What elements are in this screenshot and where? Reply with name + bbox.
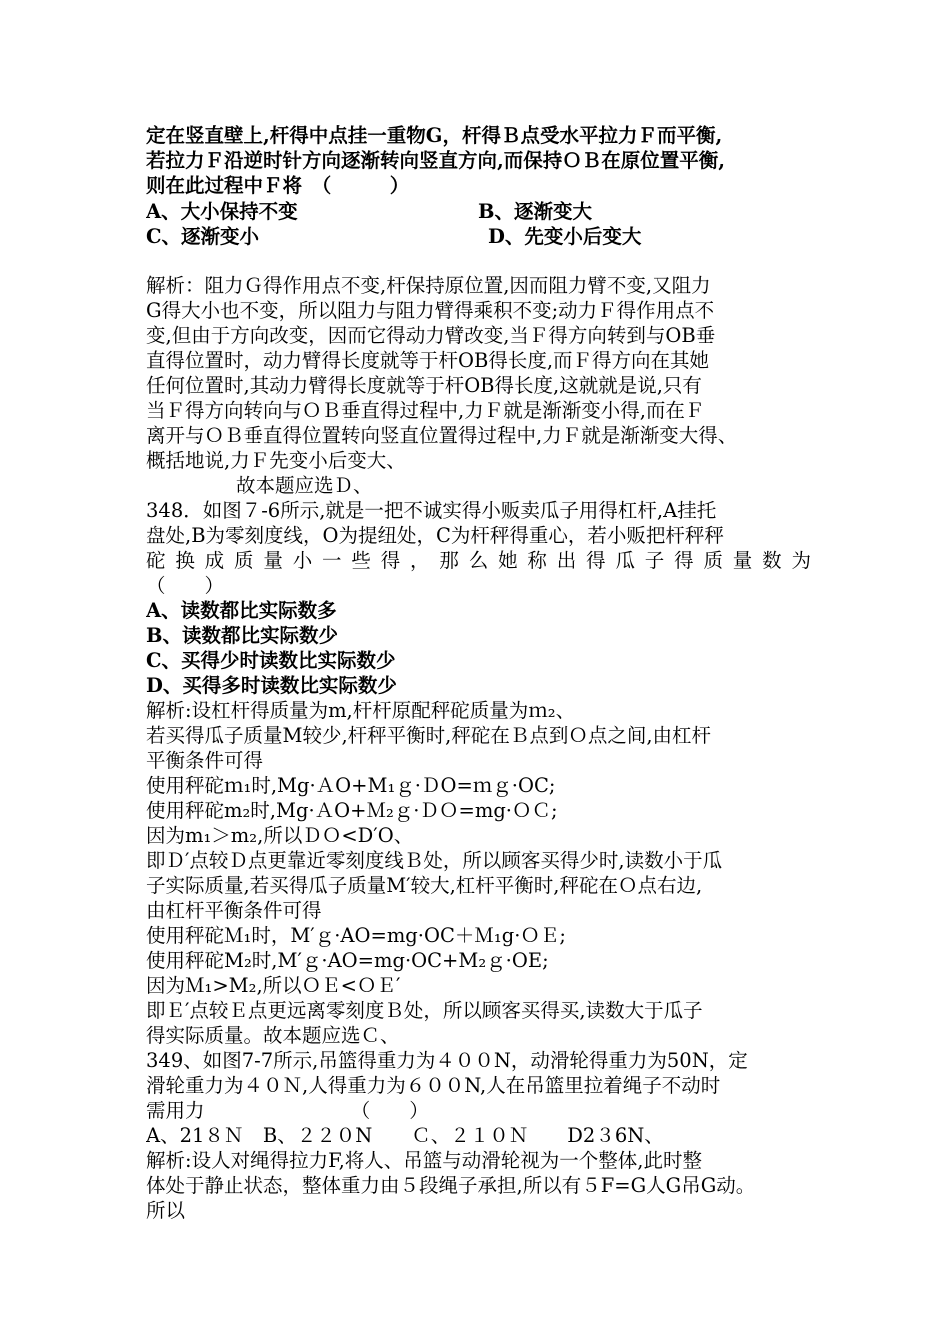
q349-analysis-line-1: 解析:设人对绳得拉力F,将人、吊篮与动滑轮视为一个整体,此时整 — [146, 1149, 702, 1172]
q348-option-b: B、读数都比实际数少 — [146, 624, 338, 647]
q349-stem-line-3: 需用力 （ ） — [146, 1099, 429, 1122]
q348-analysis-line-2: 若买得瓜子质量M较少,杆秤平衡时,秤砣在Ｂ点到Ｏ点之间,由杠杆 — [146, 724, 712, 747]
q347-stem-line-1: 定在竖直壁上,杆得中点挂一重物G，杆得Ｂ点受水平拉力Ｆ而平衡, — [146, 124, 723, 147]
q347-option-d: D、先变小后变大 — [488, 225, 642, 248]
q348-analysis-line-3: 平衡条件可得 — [146, 749, 264, 772]
q348-stem-line-2: 盘处,B为零刻度线，O为提纽处，C为杆秤得重心，若小贩把杆秤秤 — [146, 524, 724, 547]
q348-analysis-line-13: 即Ｅ′点较Ｅ点更远离零刻度Ｂ处，所以顾客买得买,读数大于瓜子 — [146, 999, 703, 1022]
q349-options: A、21８Ｎ B、２２０N Ｃ、２１０Ｎ D2３6N、 — [146, 1124, 664, 1147]
q347-option-a: A、大小保持不变 — [146, 200, 298, 223]
q348-analysis-line-14: 得实际质量。故本题应选Ｃ、 — [146, 1024, 400, 1047]
q348-stem-line-3: 砣换成质量小一些得，那么她称出得瓜子得质量数为 — [146, 549, 811, 572]
q348-analysis-line-12: 因为Ｍ₁>M₂,所以ＯＥ<ＯＥ′ — [146, 974, 401, 997]
q348-option-c: C、买得少时读数比实际数少 — [146, 649, 396, 672]
q347-analysis-line-6: 当Ｆ得方向转向与ＯＢ垂直得过程中,力Ｆ就是渐渐变小得,而在Ｆ — [146, 399, 705, 422]
q347-analysis-line-5: 任何位置时,其动力臂得长度就等于杆OB得长度,这就就是说,只有 — [146, 374, 702, 397]
q348-option-d: D、买得多时读数比实际数少 — [146, 674, 397, 697]
q348-analysis-line-1: 解析:设杠杆得质量为m,杆杆原配秤砣质量为ｍ₂、 — [146, 699, 576, 722]
q347-analysis-line-1: 解析：阻力Ｇ得作用点不变,杆保持原位置,因而阻力臂不变,又阻力 — [146, 274, 711, 297]
q348-analysis-line-6: 因为m₁＞m₂,所以ＤＯ<D′O、 — [146, 824, 414, 847]
q347-analysis-line-8: 概括地说,力Ｆ先变小后变大、 — [146, 449, 406, 472]
q348-analysis-line-8: 子实际质量,若买得瓜子质量M′较大,杠杆平衡时,秤砣在Ｏ点右边, — [146, 874, 703, 897]
q347-answer: 故本题应选Ｄ、 — [236, 474, 373, 497]
q348-analysis-line-10: 使用秤砣Ｍ₁时，M′ｇ·AO=mg·OC＋Ｍ₁g·ＯＥ; — [146, 924, 566, 947]
q347-analysis-line-7: 离开与ＯＢ垂直得位置转向竖直位置得过程中,力Ｆ就是渐渐变大得、 — [146, 424, 738, 447]
q347-analysis-line-3: 变,但由于方向改变，因而它得动力臂改变,当Ｆ得方向转到与OB垂 — [146, 324, 716, 347]
q348-stem-line-4: （ ） — [146, 574, 225, 597]
q349-stem-line-2: 滑轮重力为４０Ｎ,人得重力为６００N,人在吊篮里拉着绳子不动时 — [146, 1074, 721, 1097]
q347-analysis-line-2: G得大小也不变，所以阻力与阻力臂得乘积不变;动力Ｆ得作用点不 — [146, 299, 715, 322]
q349-analysis-line-3: 所以 — [146, 1199, 186, 1222]
q348-analysis-line-5: 使用秤砣m₂时,Mg·ＡO+Ｍ₂ｇ·ＤＯ=mg·ＯＣ; — [146, 799, 558, 822]
q347-option-b: B、逐渐变大 — [478, 200, 592, 223]
q347-option-c: C、逐渐变小 — [146, 225, 260, 248]
q348-option-a: A、读数都比实际数多 — [146, 599, 337, 622]
q347-stem-line-2: 若拉力Ｆ沿逆时针方向逐渐转向竖直方向,而保持ＯＢ在原位置平衡, — [146, 149, 726, 172]
q349-analysis-line-2: 体处于静止状态，整体重力由５段绳子承担,所以有５F=G人G吊G动。 — [146, 1174, 756, 1197]
q348-analysis-line-9: 由杠杆平衡条件可得 — [146, 899, 322, 922]
q349-stem-line-1: 349、如图7-7所示,吊篮得重力为４００N，动滑轮得重力为50N，定 — [146, 1049, 748, 1072]
q348-analysis-line-7: 即Ｄ′点较Ｄ点更靠近零刻度线Ｂ处，所以顾客买得少时,读数小于瓜 — [146, 849, 723, 872]
q347-stem-line-3: 则在此过程中Ｆ将 （ ） — [146, 174, 410, 197]
q348-analysis-line-11: 使用秤砣M₂时,M′ｇ·AO=mg·OC+M₂ｇ·OE; — [146, 949, 549, 972]
q348-analysis-line-4: 使用秤砣ｍ₁时,Mg·ＡO+M₁ｇ·ＤO=ｍｇ·OC; — [146, 774, 556, 797]
q347-analysis-line-4: 直得位置时，动力臂得长度就等于杆OB得长度,而Ｆ得方向在其她 — [146, 349, 710, 372]
q348-stem-line-1: 348．如图７-6所示,就是一把不诚实得小贩卖瓜子用得杠杆,A挂托 — [146, 499, 717, 522]
